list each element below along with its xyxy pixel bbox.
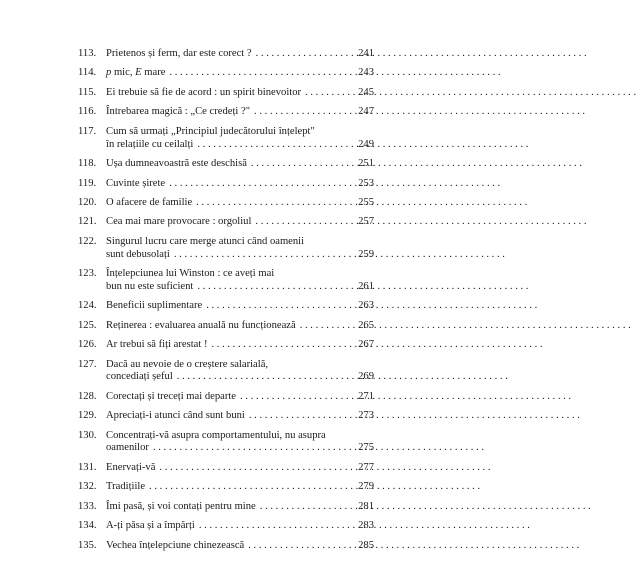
chapter-number: 116. <box>78 106 97 118</box>
page-number: 259 <box>358 248 374 260</box>
toc-entry <box>78 178 374 191</box>
chapter-title-line <box>106 48 374 61</box>
chapter-number: 121. <box>78 216 97 228</box>
chapter-title: Concentrați-vă asupra comportamentului, nu asupra <box>106 429 326 441</box>
chapter-number: 131. <box>78 461 97 473</box>
dot-leader <box>159 462 355 475</box>
dot-leader <box>300 320 355 333</box>
chapter-number: 135. <box>78 539 97 551</box>
page-number: 281 <box>358 500 374 512</box>
chapter-title-line <box>106 139 374 152</box>
dot-leader <box>149 481 355 494</box>
chapter-number: 119. <box>78 177 97 189</box>
dot-leader <box>211 339 355 352</box>
chapter-title: Îmi pasă, și voi contați pentru mine <box>106 500 256 512</box>
chapter-title: Singurul lucru care merge atunci când oamenii <box>106 235 305 247</box>
chapter-title-line <box>106 197 374 210</box>
chapter-title-line <box>106 300 374 313</box>
chapter-title-line <box>106 481 374 494</box>
page-number: 279 <box>358 481 374 493</box>
chapter-title-block <box>106 236 374 261</box>
chapter-title: Cum să urmați „Principiul judecătorului înțelept" <box>106 125 315 137</box>
chapter-number: 114. <box>78 67 97 79</box>
chapter-title: oamenilor <box>106 442 149 454</box>
page-number: 241 <box>358 48 374 59</box>
dot-leader <box>169 178 355 191</box>
toc-entry <box>78 158 374 171</box>
dot-leader <box>199 520 355 533</box>
chapter-title: bun nu este suficient <box>106 280 194 292</box>
page-number: 273 <box>358 410 374 422</box>
chapter-title-block <box>106 48 374 61</box>
chapter-title: Ar trebui să fiți arestat ! <box>106 339 208 351</box>
chapter-number: 128. <box>78 390 97 402</box>
dot-leader <box>248 540 355 553</box>
page-number: 249 <box>358 138 374 150</box>
chapter-title-line <box>106 106 374 119</box>
chapter-title: Ei trebuie să fie de acord : un spirit binevoitor <box>106 86 302 98</box>
toc-entry <box>78 320 374 333</box>
toc-entry <box>78 339 374 352</box>
toc-entry <box>78 359 374 384</box>
toc-entry <box>78 126 374 151</box>
chapter-number: 133. <box>78 500 97 512</box>
page-number: 277 <box>358 461 374 473</box>
chapter-title: Reținerea : evaluarea anuală nu funcționează <box>106 319 296 331</box>
page-number: 243 <box>358 67 374 79</box>
chapter-title: sunt debusolați <box>106 248 170 260</box>
chapter-title-line <box>106 67 374 80</box>
chapter-title: O afacere de familie <box>106 196 193 208</box>
chapter-title: Cea mai mare provocare : orgoliul <box>106 216 252 228</box>
chapter-title-block <box>106 67 374 80</box>
chapter-title-block <box>106 410 374 423</box>
dot-leader <box>153 442 355 455</box>
dot-leader <box>196 197 355 210</box>
chapter-title-block <box>106 87 374 100</box>
page-number: 285 <box>358 539 374 551</box>
page-number: 275 <box>358 442 374 454</box>
chapter-title-block <box>106 300 374 313</box>
toc-entry <box>78 520 374 533</box>
dot-leader <box>255 216 355 229</box>
chapter-number: 132. <box>78 481 97 493</box>
page-number: 247 <box>358 106 374 118</box>
chapter-title-line <box>106 540 374 553</box>
dot-leader <box>305 87 355 100</box>
chapter-title-line <box>106 249 374 262</box>
chapter-title-line <box>106 87 374 100</box>
chapter-number: 130. <box>78 429 97 441</box>
chapter-title-line <box>106 462 374 475</box>
chapter-title-part: mare <box>141 67 166 79</box>
chapter-title: Cuvinte șirete <box>106 177 166 189</box>
chapter-title-part: E <box>135 67 142 79</box>
chapter-title-line <box>106 391 374 404</box>
chapter-title-line <box>106 339 374 352</box>
toc-entry <box>78 540 374 553</box>
chapter-title: Întrebarea magică : „Ce credeți ?" <box>106 106 251 118</box>
chapter-title-block <box>106 320 374 333</box>
chapter-title-block <box>106 462 374 475</box>
chapter-number: 113. <box>78 48 97 59</box>
chapter-title: Prietenos și ferm, dar este corect ? <box>106 48 252 59</box>
chapter-title-block <box>106 391 374 404</box>
chapter-title-line <box>106 501 374 514</box>
page-number: 267 <box>358 339 374 351</box>
chapter-title-block <box>106 359 374 384</box>
chapter-title: Înțelepciunea lui Winston : ce aveți mai <box>106 268 275 280</box>
dot-leader <box>169 67 355 80</box>
chapter-number: 123. <box>78 268 97 280</box>
chapter-title-line <box>106 281 374 294</box>
page-number: 253 <box>358 177 374 189</box>
table-of-contents <box>78 48 374 552</box>
chapter-title: în relațiile cu ceilalți <box>106 138 194 150</box>
chapter-number: 129. <box>78 410 97 422</box>
chapter-title-block <box>106 216 374 229</box>
chapter-title-line <box>106 442 374 455</box>
toc-entry <box>78 481 374 494</box>
chapter-number: 125. <box>78 319 97 331</box>
chapter-title-line <box>106 371 374 384</box>
toc-entry <box>78 197 374 210</box>
dot-leader <box>206 300 355 313</box>
chapter-title-line <box>106 216 374 229</box>
chapter-title-block <box>106 540 374 553</box>
chapter-title-block <box>106 481 374 494</box>
chapter-title: Corectați și treceți mai departe <box>106 390 237 402</box>
page-number: 283 <box>358 520 374 532</box>
chapter-number: 120. <box>78 196 97 208</box>
dot-leader <box>256 48 356 61</box>
chapter-title-block <box>106 178 374 191</box>
chapter-title: Dacă au nevoie de o creștere salarială, <box>106 358 269 370</box>
toc-entry <box>78 300 374 313</box>
dot-leader <box>254 106 355 119</box>
dot-leader <box>177 371 355 384</box>
chapter-title-block <box>106 339 374 352</box>
page-number: 251 <box>358 158 374 170</box>
toc-entry <box>78 106 374 119</box>
page-number: 263 <box>358 300 374 312</box>
chapter-title: Ușa dumneavoastră este deschisă <box>106 158 247 170</box>
toc-entry <box>78 268 374 293</box>
chapter-title: concediați șeful <box>106 371 173 383</box>
page-number: 271 <box>358 390 374 402</box>
chapter-title: Vechea înțelepciune chinezească <box>106 539 245 551</box>
chapter-number: 118. <box>78 158 97 170</box>
toc-entry <box>78 67 374 80</box>
chapter-title-part: p <box>106 67 112 79</box>
chapter-title-block <box>106 158 374 171</box>
toc-entry <box>78 87 374 100</box>
chapter-number: 117. <box>78 125 97 137</box>
page-number: 265 <box>358 319 374 331</box>
chapter-title-line <box>106 410 374 423</box>
chapter-title-line <box>106 430 374 443</box>
chapter-title-block <box>106 520 374 533</box>
dot-leader <box>197 139 355 152</box>
chapter-title-line <box>106 178 374 191</box>
chapter-title-block <box>106 268 374 293</box>
chapter-title-line <box>106 126 374 139</box>
page-number: 261 <box>358 280 374 292</box>
chapter-title: Enervați-vă <box>106 461 156 473</box>
chapter-number: 134. <box>78 520 97 532</box>
chapter-title-line <box>106 268 374 281</box>
page-number: 245 <box>358 86 374 98</box>
chapter-title-line <box>106 320 374 333</box>
chapter-number: 127. <box>78 358 97 370</box>
chapter-title-line <box>106 158 374 171</box>
chapter-title: Tradițiile <box>106 481 146 493</box>
toc-entry <box>78 216 374 229</box>
chapter-title: A-ți păsa și a împărți <box>106 520 195 532</box>
toc-entry <box>78 391 374 404</box>
dot-leader <box>197 281 355 294</box>
chapter-number: 122. <box>78 235 97 247</box>
toc-entry <box>78 501 374 514</box>
chapter-title-part: mic, <box>111 67 136 79</box>
dot-leader <box>260 501 355 514</box>
chapter-number: 126. <box>78 339 97 351</box>
chapter-title-block <box>106 126 374 151</box>
chapter-title-line <box>106 359 374 372</box>
toc-entry <box>78 236 374 261</box>
toc-entry <box>78 410 374 423</box>
chapter-title-block <box>106 197 374 210</box>
chapter-title-block <box>106 501 374 514</box>
dot-leader <box>251 158 355 171</box>
chapter-title-line <box>106 520 374 533</box>
dot-leader <box>249 410 355 423</box>
chapter-title-block <box>106 430 374 455</box>
dot-leader <box>174 249 355 262</box>
chapter-number: 124. <box>78 300 97 312</box>
page-number: 257 <box>358 216 374 228</box>
chapter-title-line <box>106 236 374 249</box>
dot-leader <box>240 391 355 404</box>
chapter-title <box>106 67 165 80</box>
page-number: 255 <box>358 196 374 208</box>
page-number: 269 <box>358 371 374 383</box>
chapter-title-block <box>106 106 374 119</box>
chapter-title: Beneficii suplimentare <box>106 300 203 312</box>
chapter-title: Apreciați-i atunci când sunt buni <box>106 410 245 422</box>
toc-entry <box>78 462 374 475</box>
chapter-number: 115. <box>78 86 97 98</box>
toc-entry <box>78 48 374 61</box>
toc-entry <box>78 430 374 455</box>
